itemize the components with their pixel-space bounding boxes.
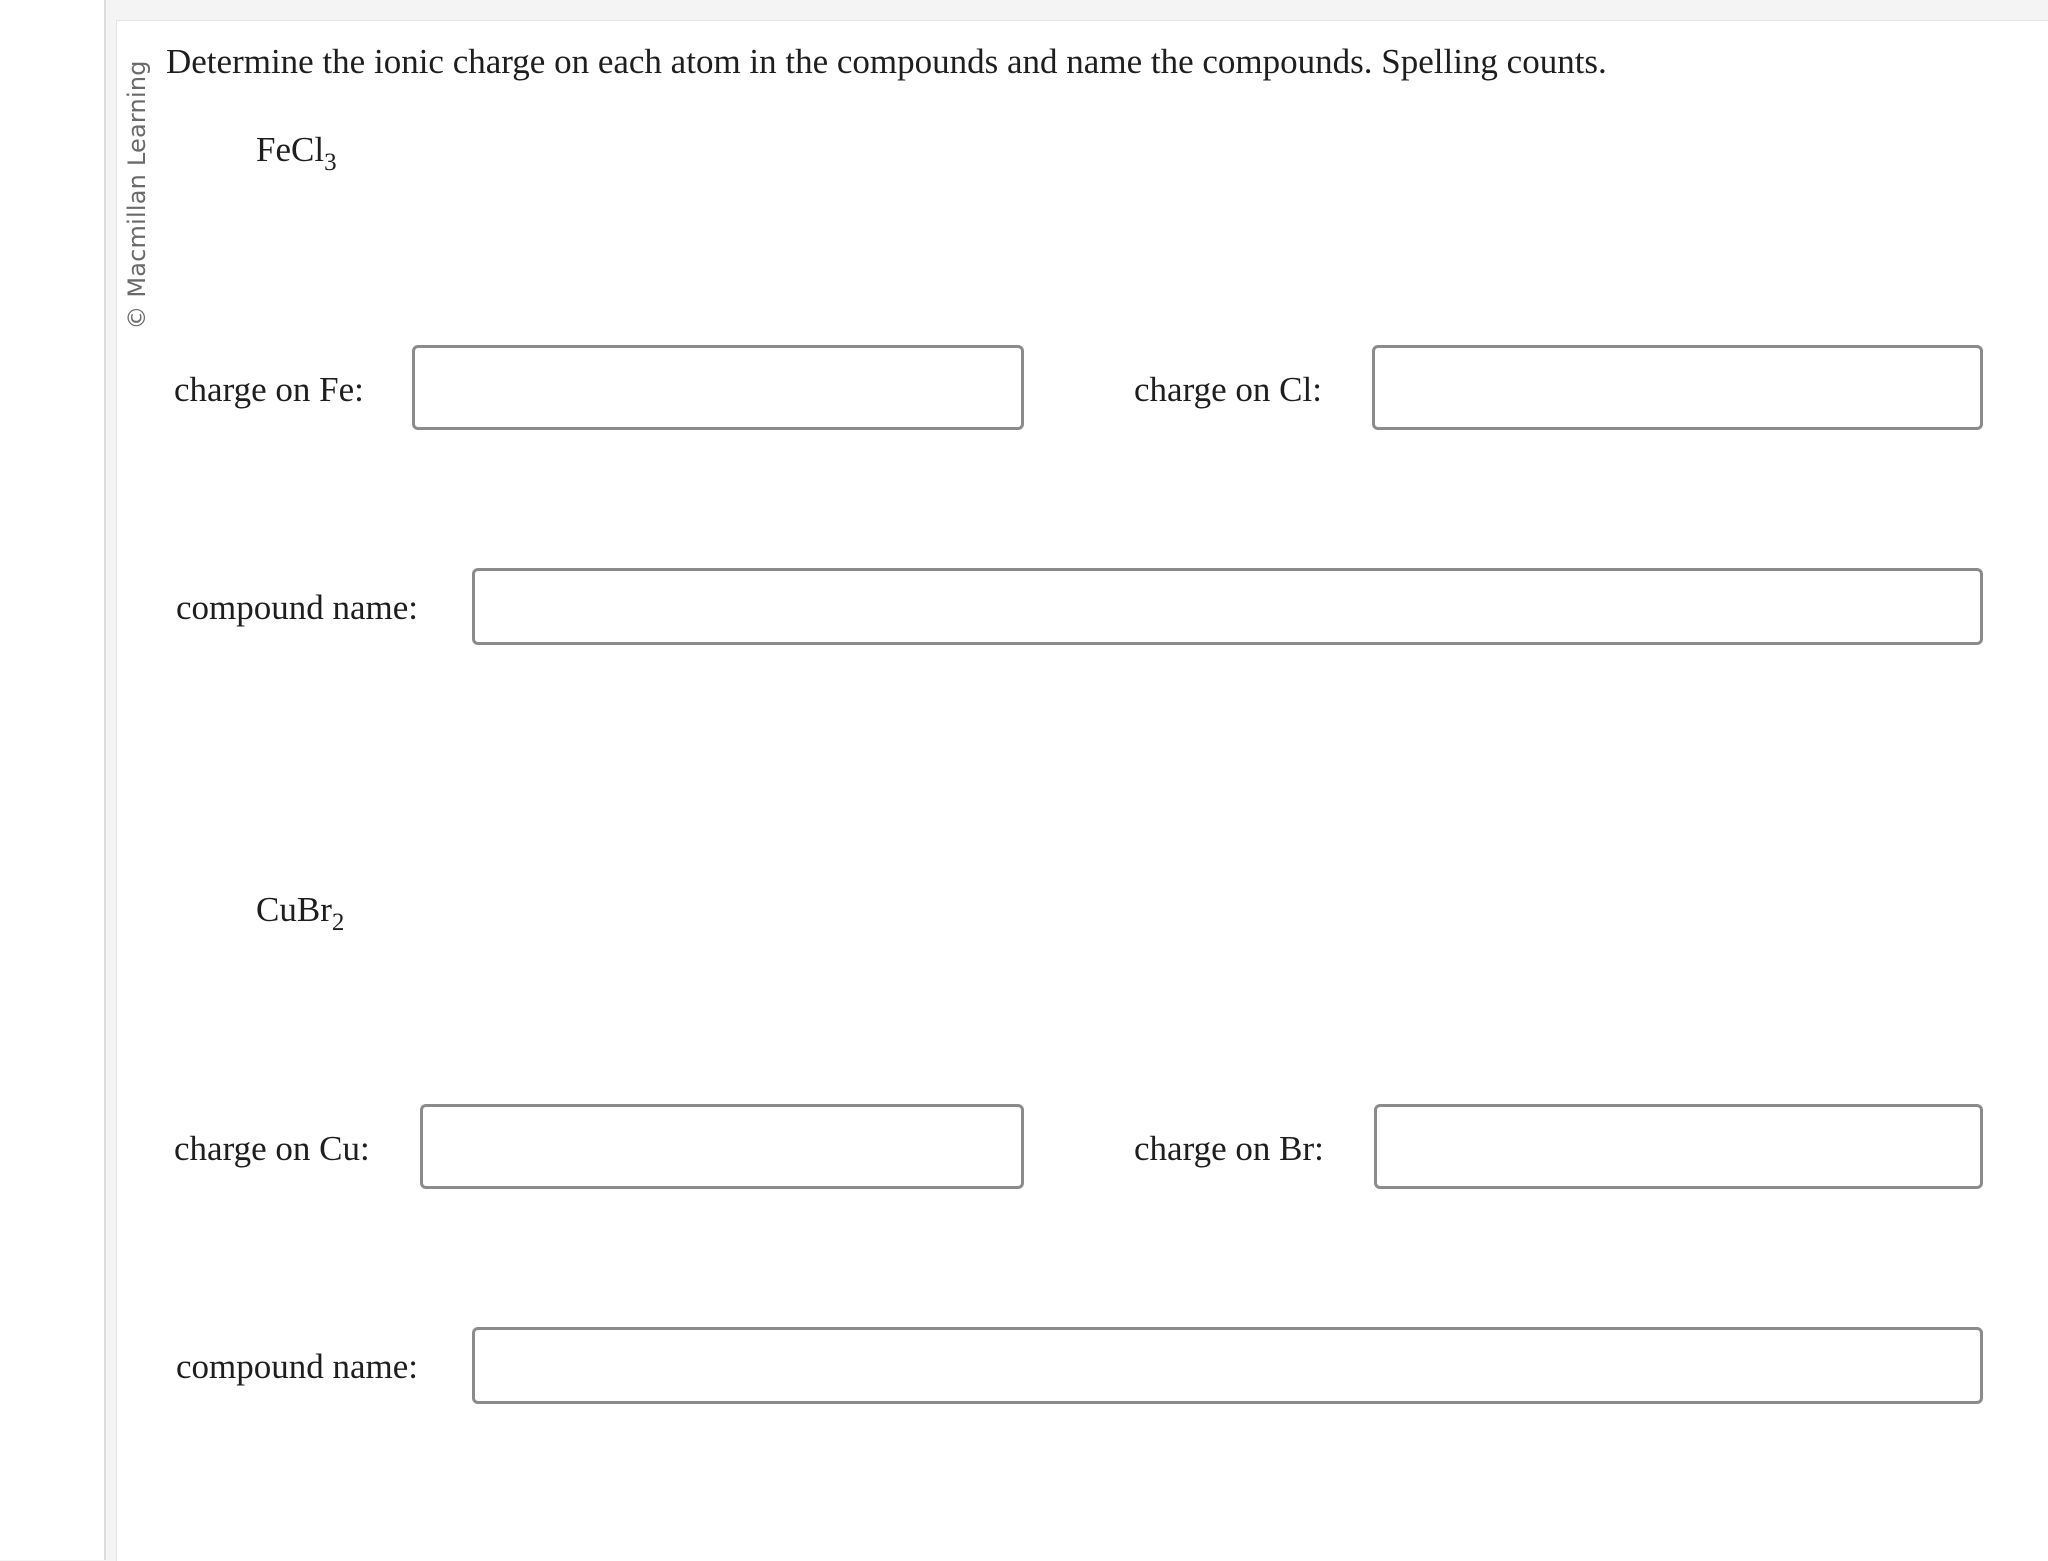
charge-label-fe: charge on Fe: <box>174 370 364 409</box>
charge-label-br: charge on Br: <box>1134 1129 1324 1168</box>
left-gutter <box>0 0 106 1560</box>
compound-formula <box>256 890 345 936</box>
formula-base: FeCl <box>256 130 325 169</box>
charge-fe-input[interactable] <box>412 345 1024 430</box>
compound-formula <box>256 130 337 176</box>
compound-name-input-fecl3[interactable] <box>472 568 1983 645</box>
compound-name-label: compound name: <box>176 588 419 627</box>
formula-subscript: 2 <box>331 908 345 936</box>
compound-name-label: compound name: <box>176 1347 419 1386</box>
charge-br-input[interactable] <box>1374 1104 1983 1189</box>
charge-cl-input[interactable] <box>1372 345 1983 430</box>
question-instruction: Determine the ionic charge on each atom in the compounds and name the compounds. Spelling counts. <box>166 42 1607 81</box>
compound-name-input-cubr2[interactable] <box>472 1327 1983 1404</box>
charge-cu-input[interactable] <box>420 1104 1024 1189</box>
formula-subscript: 3 <box>324 148 337 176</box>
charge-label-cl: charge on Cl: <box>1134 370 1322 409</box>
formula-base: CuBr <box>256 890 332 929</box>
copyright-text: © Macmillan Learning <box>123 60 151 330</box>
charge-label-cu: charge on Cu: <box>174 1129 370 1168</box>
